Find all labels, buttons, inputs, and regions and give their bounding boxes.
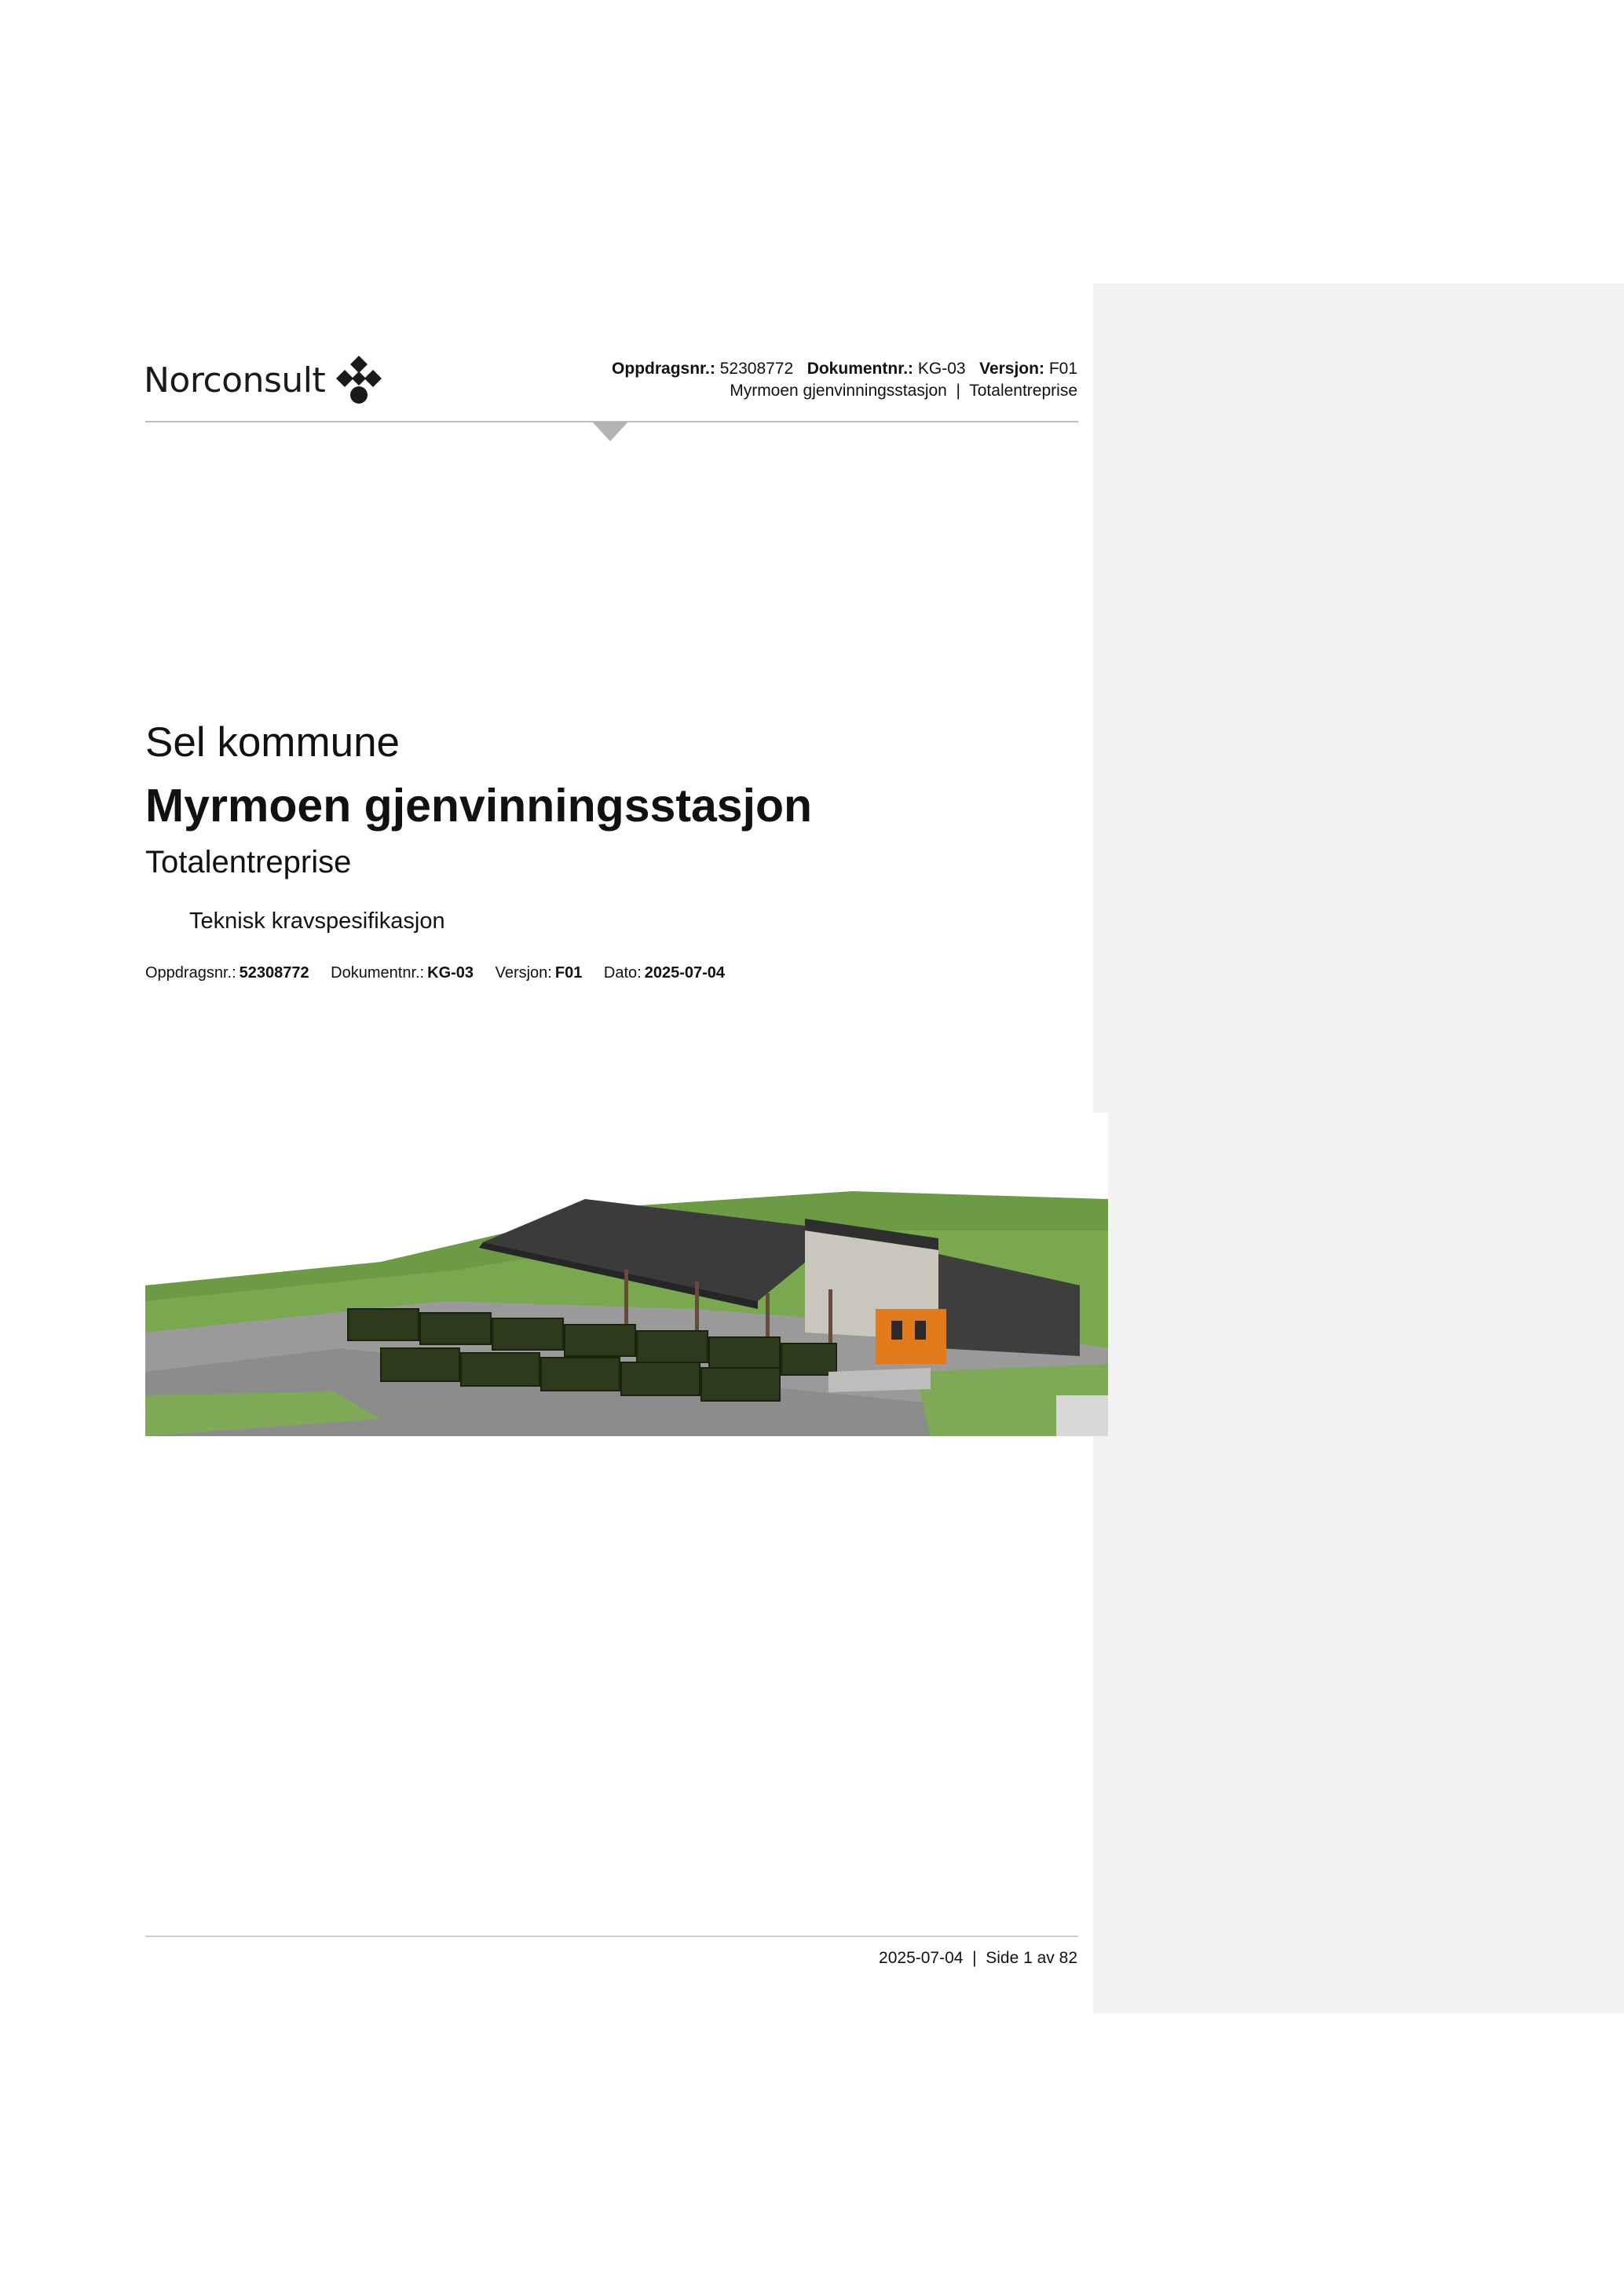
header-ids bbox=[612, 358, 1077, 380]
header-oppdragsnr-label: Oppdragsnr.: bbox=[612, 360, 715, 378]
header-subline: Myrmoen gjenvinningsstasjon | Totalentreprise bbox=[730, 382, 1077, 400]
page-footer: 2025-07-04 | Side 1 av 82 bbox=[879, 1949, 1077, 1967]
page-subtitle: Totalentreprise bbox=[145, 845, 352, 879]
header-notch bbox=[592, 422, 628, 441]
footer-divider bbox=[145, 1936, 1078, 1937]
document-meta bbox=[145, 964, 742, 982]
logo-wordmark: Norconsult bbox=[144, 360, 326, 400]
header-meta bbox=[612, 358, 1077, 402]
header-versjon: F01 bbox=[1048, 360, 1077, 378]
logo-diamonds-icon bbox=[333, 354, 385, 406]
page-title: Myrmoen gjenvinningsstasjon bbox=[145, 780, 813, 832]
header-versjon-label: Versjon: bbox=[979, 360, 1044, 378]
header-dokumentnr: KG-03 bbox=[917, 360, 966, 378]
meta-oppdragsnr-label: Oppdragsnr.: bbox=[145, 964, 236, 982]
document-type: Teknisk kravspesifikasjon bbox=[189, 909, 445, 934]
meta-dokumentnr: KG-03 bbox=[427, 964, 474, 982]
building-render-image bbox=[145, 1113, 1108, 1436]
norconsult-logo bbox=[144, 353, 385, 407]
meta-versjon: F01 bbox=[554, 964, 583, 982]
header-dokumentnr-label: Dokumentnr.: bbox=[807, 360, 914, 378]
meta-dokumentnr-label: Dokumentnr.: bbox=[331, 964, 425, 982]
meta-oppdragsnr: 52308772 bbox=[239, 964, 309, 982]
client-name: Sel kommune bbox=[145, 719, 401, 766]
meta-versjon-label: Versjon: bbox=[495, 964, 552, 982]
meta-dato-label: Dato: bbox=[603, 964, 642, 982]
side-panel bbox=[1093, 283, 1624, 2013]
header-oppdragsnr: 52308772 bbox=[719, 360, 794, 378]
meta-dato: 2025-07-04 bbox=[644, 964, 726, 982]
